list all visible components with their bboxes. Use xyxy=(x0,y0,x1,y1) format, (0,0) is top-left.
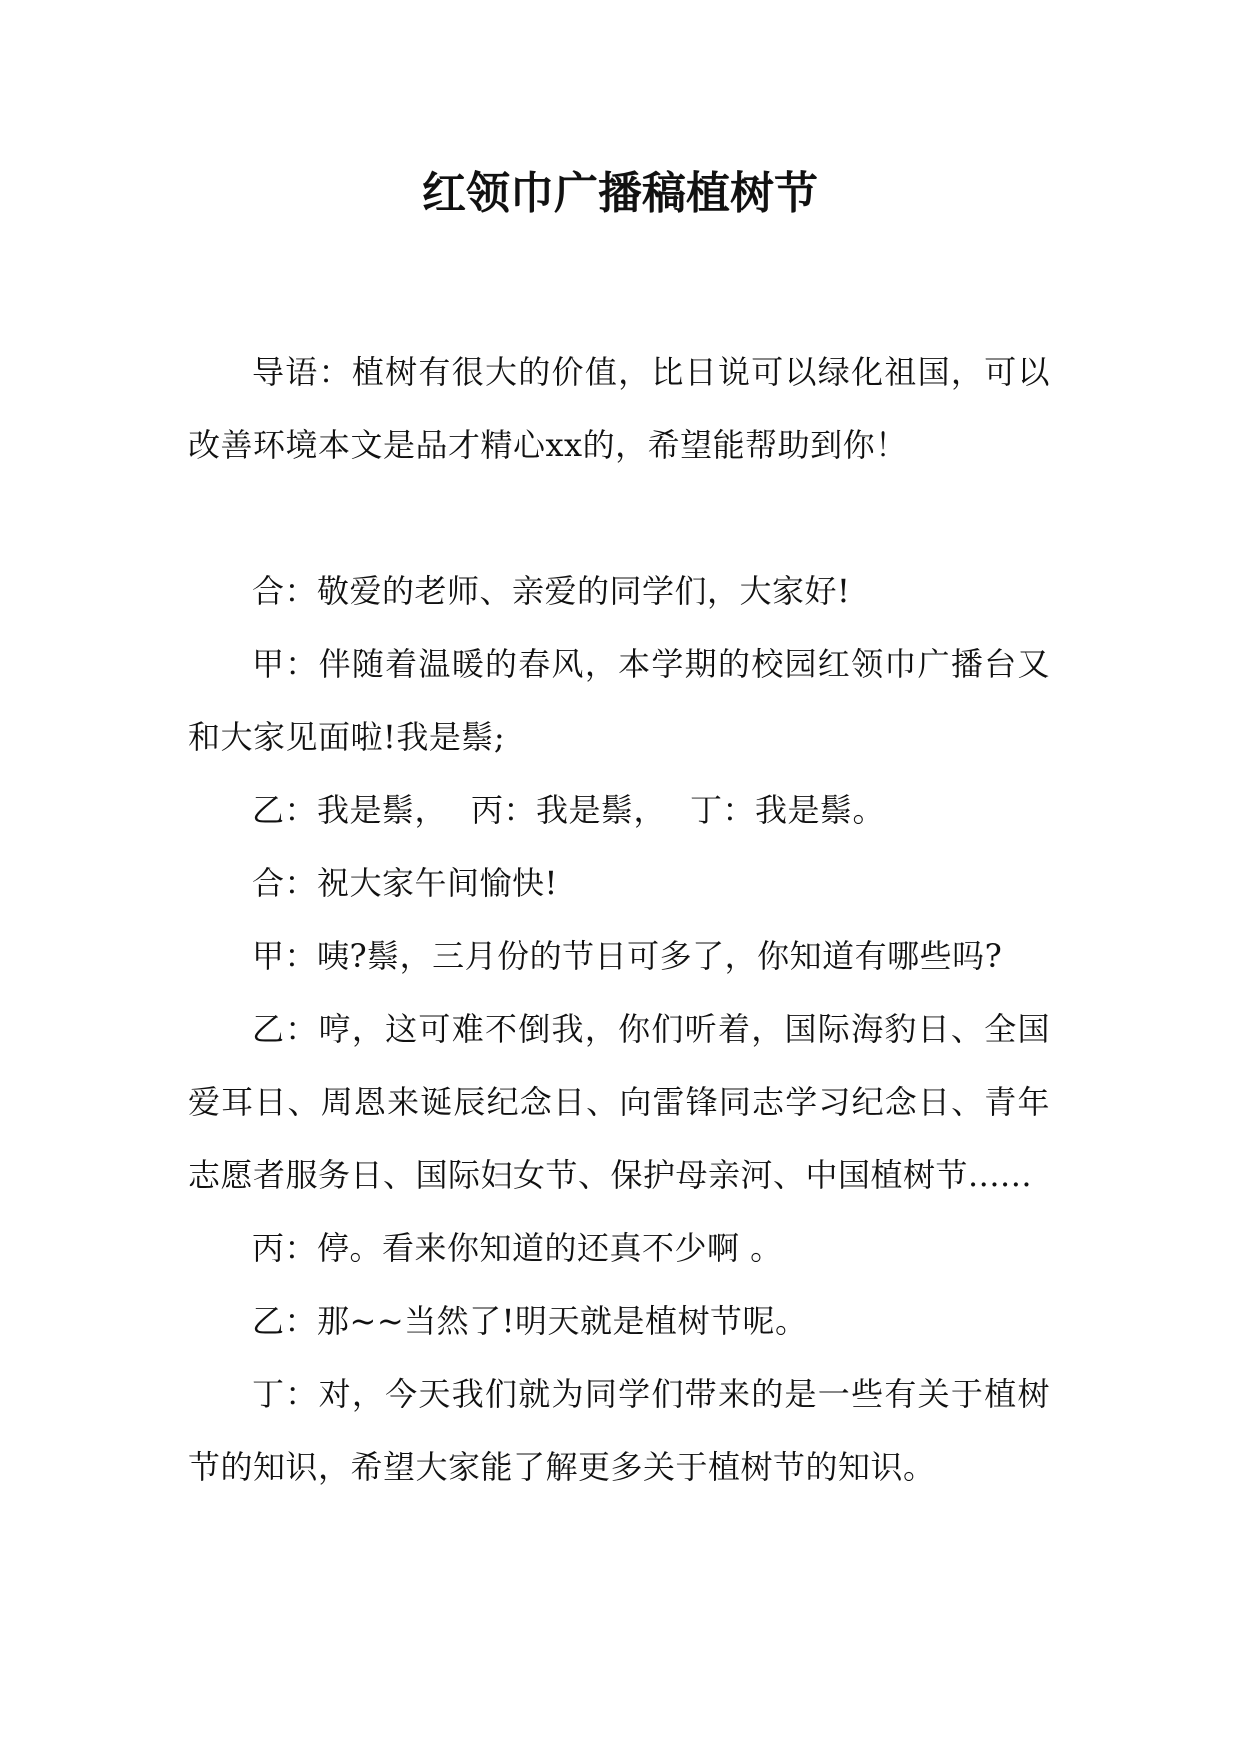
dialogue-line: 丙：我是鬃， xyxy=(471,791,667,829)
document-body xyxy=(188,336,1050,1504)
paragraph-spacer xyxy=(188,482,1050,555)
document-title: 红领巾广播稿植树节 xyxy=(422,168,818,219)
dialogue-line-group xyxy=(188,774,1050,847)
dialogue-line: 合：祝大家午间愉快! xyxy=(252,864,558,902)
dialogue-line: 丙：停。看来你知道的还真不少啊 。 xyxy=(252,1229,783,1267)
dialogue-line: 乙：哼，这可难不倒我，你们听着，国际海豹日、全国爱耳日、周恩来诞辰纪念日、向雷锋同志学习纪念日、青年志愿者服务日、国际妇女节、保护母亲河、中国植树节...... xyxy=(188,1010,1050,1194)
dialogue-line: 丁：我是鬃。 xyxy=(690,791,886,829)
intro-paragraph: 导语：植树有很大的价值，比日说可以绿化祖国，可以改善环境本文是品才精心xx的，希望能帮助到你！ xyxy=(188,353,1050,464)
dialogue-line: 合：敬爱的老师、亲爱的同学们，大家好! xyxy=(252,572,851,610)
dialogue-line: 丁：对，今天我们就为同学们带来的是一些有关于植树节的知识，希望大家能了解更多关于植树节的知识。 xyxy=(188,1375,1050,1486)
dialogue-line: 乙：我是鬃， xyxy=(252,791,448,829)
dialogue-line: 乙：那~~当然了!明天就是植树节呢。 xyxy=(252,1302,808,1340)
dialogue-line: 甲：咦?鬃，三月份的节日可多了，你知道有哪些吗? xyxy=(252,937,1003,975)
dialogue-line: 甲：伴随着温暖的春风，本学期的校园红领巾广播台又和大家见面啦!我是鬃; xyxy=(188,645,1050,756)
